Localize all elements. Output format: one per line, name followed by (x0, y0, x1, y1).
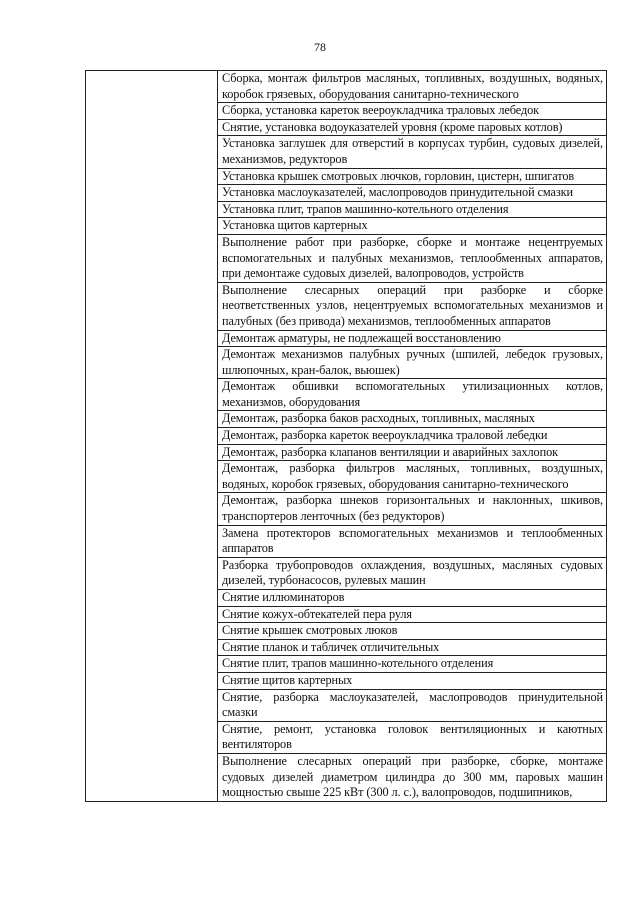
operation-cell: Разборка трубопроводов охлаждения, воздушных, масляных судовых дизелей, турбонасосов, рулевых машин (218, 557, 607, 589)
table-row (86, 71, 607, 103)
operation-cell: Снятие, ремонт, установка головок вентиляционных и каютных вентиляторов (218, 721, 607, 753)
operation-cell: Снятие, разборка маслоуказателей, маслопроводов принудительной смазки (218, 689, 607, 721)
operation-cell: Замена протекторов вспомогательных механизмов и теплообменных аппаратов (218, 525, 607, 557)
operation-cell: Демонтаж, разборка шнеков горизонтальных и наклонных, шкивов, транспортеров ленточных (без редукторов) (218, 493, 607, 525)
operation-cell: Демонтаж, разборка клапанов вентиляции и аварийных захлопок (218, 444, 607, 461)
left-column-cell (86, 71, 218, 802)
operation-cell: Установка щитов картерных (218, 218, 607, 235)
page-number: 78 (314, 40, 326, 54)
operation-cell: Снятие щитов картерных (218, 672, 607, 689)
operation-cell: Установка плит, трапов машинно-котельного отделения (218, 201, 607, 218)
operation-cell: Демонтаж механизмов палубных ручных (шпилей, лебедок грузовых, шлюпочных, кран-балок, вьюшек) (218, 347, 607, 379)
operation-cell: Сборка, установка кареток веероукладчика траловых лебедок (218, 103, 607, 120)
table-body (86, 71, 607, 802)
operation-cell: Демонтаж, разборка баков расходных, топливных, масляных (218, 411, 607, 428)
operation-cell: Установка заглушек для отверстий в корпусах турбин, судовых дизелей, механизмов, редукторов (218, 136, 607, 168)
operation-cell: Демонтаж, разборка кареток веероукладчика траловой лебедки (218, 428, 607, 445)
operation-cell: Снятие иллюминаторов (218, 590, 607, 607)
operation-cell: Выполнение слесарных операций при разборке и сборке неответственных узлов, нецентруемых вспомогательных механизмов и палубных (без привода) механизмов, теплообменных аппаратов (218, 282, 607, 330)
operation-cell: Установка маслоуказателей, маслопроводов принудительной смазки (218, 185, 607, 202)
operation-cell: Демонтаж обшивки вспомогательных утилизационных котлов, механизмов, оборудования (218, 379, 607, 411)
operation-cell: Снятие плит, трапов машинно-котельного отделения (218, 656, 607, 673)
operation-cell: Выполнение работ при разборке, сборке и монтаже нецентруемых вспомогательных и палубных механизмов, теплообменных аппаратов, при демонтаже судовых дизелей, валопроводов, устройств (218, 234, 607, 282)
operation-cell: Сборка, монтаж фильтров масляных, топливных, воздушных, водяных, коробок грязевых, оборудования санитарно-технического (218, 71, 607, 103)
operation-cell: Демонтаж, разборка фильтров масляных, топливных, воздушных, водяных, коробок грязевых, оборудования санитарно-технического (218, 461, 607, 493)
operation-cell: Выполнение слесарных операций при разборке, сборке, монтаже судовых дизелей диаметром цилиндра до 300 мм, паровых машин мощностью свыше 225 кВт (300 л. с.), валопроводов, подшипников, (218, 753, 607, 801)
operation-cell: Установка крышек смотровых лючков, горловин, цистерн, шпигатов (218, 168, 607, 185)
operation-cell: Снятие, установка водоуказателей уровня (кроме паровых котлов) (218, 119, 607, 136)
operation-cell: Снятие кожух-обтекателей пера руля (218, 606, 607, 623)
operation-cell: Снятие планок и табличек отличительных (218, 639, 607, 656)
operation-cell: Снятие крышек смотровых люков (218, 623, 607, 640)
operations-table (85, 70, 607, 802)
operation-cell: Демонтаж арматуры, не подлежащей восстановлению (218, 330, 607, 347)
